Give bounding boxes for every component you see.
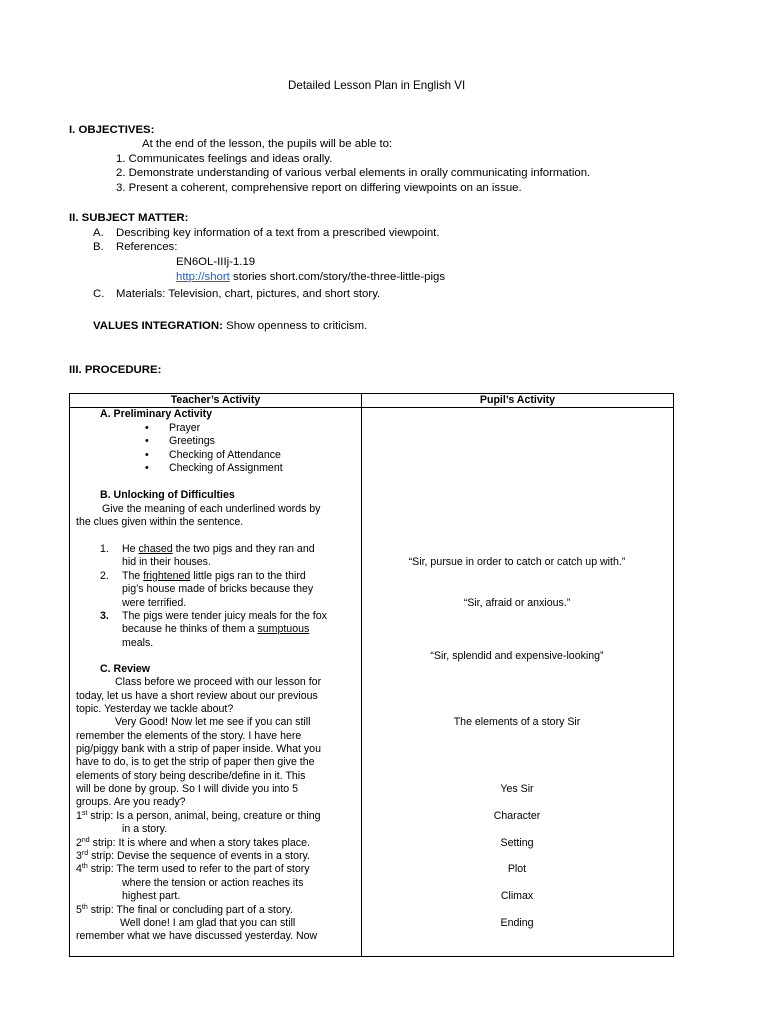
underlined-word: chased: [138, 543, 173, 555]
subject-a-text: Describing key information of a text from a prescribed viewpoint.: [116, 227, 440, 239]
strip-text: strip: The final or concluding part of a story.: [87, 904, 293, 916]
list-item: • Greetings: [169, 435, 215, 448]
list-item: • Checking of Attendance: [169, 449, 281, 462]
subject-b-marker: B.: [93, 241, 104, 253]
closing-text: Well done! I am glad that you can still: [120, 917, 296, 929]
item-number: 2.: [100, 570, 109, 582]
strip-suffix: nd: [81, 837, 90, 844]
review-heading: C. Review: [100, 663, 151, 675]
strip-number: 4: [76, 863, 82, 875]
values-integration: [93, 320, 367, 333]
strip-text: strip: Is a person, animal, being, creature or thing: [87, 810, 321, 822]
pupil-activity-cell: [362, 408, 674, 957]
strip-2: [76, 837, 310, 850]
strip-4-cont: highest part.: [122, 890, 181, 902]
unlocking-intro-cont: the clues given within the sentence.: [76, 516, 244, 528]
objective-item: 1. Communicates feelings and ideas orally.: [116, 153, 333, 165]
sentence-text: The: [122, 570, 144, 582]
values-text: Show openness to criticism.: [222, 320, 368, 332]
strip-4: [76, 863, 310, 876]
document-title: Detailed Lesson Plan in English VI: [288, 79, 466, 92]
sentence-2-cont: were terrified.: [122, 597, 187, 609]
pupil-answer: Ending: [500, 917, 534, 929]
teacher-column-header: Teacher’s Activity: [70, 394, 362, 408]
unlocking-intro: Give the meaning of each underlined words by: [102, 503, 321, 515]
review-text: remember the elements of the story. I have here: [76, 730, 302, 742]
item-number: 1.: [100, 543, 109, 555]
review-text: groups. Are you ready?: [76, 796, 186, 808]
strip-number: 1: [76, 810, 82, 822]
review-text: will be done by group. So I will divide you into 5: [76, 783, 299, 795]
strip-4-cont: where the tension or action reaches its: [122, 877, 304, 889]
strip-suffix: th: [81, 904, 88, 911]
review-text: Class before we proceed with our lesson for: [115, 676, 322, 688]
preliminary-heading: A. Preliminary Activity: [100, 408, 213, 420]
subject-b-text: References:: [116, 241, 178, 253]
strip-text: strip: Devise the sequence of events in a story.: [88, 850, 310, 862]
pupil-answer: Plot: [507, 863, 527, 875]
item-number: 3.: [100, 610, 109, 622]
objective-item: 3. Present a coherent, comprehensive report on differing viewpoints on an issue.: [116, 182, 522, 194]
strip-suffix: st: [81, 810, 88, 817]
unlocking-heading: B. Unlocking of Difficulties: [100, 489, 235, 501]
underlined-word: sumptuous: [257, 623, 310, 635]
strip-text: strip: The term used to refer to the part of story: [87, 863, 310, 875]
pupil-answer: Setting: [500, 837, 534, 849]
sentence-3-cont: meals.: [122, 637, 154, 649]
strip-5: [76, 904, 293, 917]
underlined-word: frightened: [143, 570, 191, 582]
sentence-text: little pigs ran to the third: [190, 570, 306, 582]
review-text: topic. Yesterday we tackle about?: [76, 703, 234, 715]
review-text: pig/piggy bank with a strip of paper inside. What you: [76, 743, 321, 755]
table-header-row: [70, 394, 674, 408]
strip-1: [76, 810, 321, 823]
objectives-intro: At the end of the lesson, the pupils will be able to:: [142, 138, 393, 150]
review-text: have to do, is to get the strip of paper then give the: [76, 756, 315, 768]
strip-number: 2: [76, 837, 82, 849]
review-text: today, let us have a short review about our previous: [76, 690, 318, 702]
strip-3: [76, 850, 310, 863]
procedure-table: [69, 393, 674, 957]
procedure-heading: III. PROCEDURE:: [69, 364, 162, 376]
subject-c-text: Materials: Television, chart, pictures, and short story.: [116, 288, 381, 300]
sentence-text: the two pigs and they ran and: [172, 543, 315, 555]
strip-text: strip: It is where and when a story takes place.: [89, 837, 310, 849]
sentence-text: He: [122, 543, 139, 555]
reference-link[interactable]: http://short: [176, 271, 230, 283]
list-item: • Checking of Assignment: [169, 462, 283, 475]
sentence-2-cont: pig’s house made of bricks because they: [122, 583, 314, 595]
sentence-2: [122, 570, 306, 583]
objectives-heading: I. OBJECTIVES:: [69, 124, 155, 136]
subject-heading: II. SUBJECT MATTER:: [69, 212, 189, 224]
list-item: • Prayer: [169, 422, 200, 435]
sentence-3: The pigs were tender juicy meals for the fox: [122, 610, 327, 622]
sentence-1: [122, 543, 315, 556]
pupil-answer: The elements of a story Sir: [453, 716, 581, 728]
sentence-text: because he thinks of them a: [122, 623, 258, 635]
strip-number: 5: [76, 904, 82, 916]
pupil-answer: Climax: [500, 890, 534, 902]
reference-url-rest: stories short.com/story/the-three-little-pigs: [229, 271, 446, 283]
pupil-answer: “Sir, splendid and expensive-looking”: [430, 650, 604, 662]
pupil-answer: Character: [493, 810, 541, 822]
values-label: VALUES INTEGRATION:: [93, 320, 223, 332]
subject-c-marker: C.: [93, 288, 105, 300]
review-text: elements of story being describe/define in it. This: [76, 770, 306, 782]
subject-a-marker: A.: [93, 227, 104, 239]
pupil-column-header: Pupil’s Activity: [362, 394, 674, 408]
teacher-activity-cell: [70, 408, 362, 957]
strip-suffix: th: [81, 863, 88, 870]
sentence-3-cont: [122, 623, 309, 636]
closing-text: remember what we have discussed yesterday. Now: [76, 930, 318, 942]
objective-item: 2. Demonstrate understanding of various verbal elements in orally communicating information.: [116, 167, 591, 179]
reference-url: [176, 271, 445, 284]
review-text: Very Good! Now let me see if you can still: [115, 716, 311, 728]
reference-code: EN6OL-IIIj-1.19: [176, 256, 256, 268]
strip-suffix: rd: [81, 850, 89, 857]
pupil-answer: “Sir, afraid or anxious.”: [463, 597, 571, 609]
strip-number: 3: [76, 850, 82, 862]
sentence-1-cont: hid in their houses.: [122, 556, 211, 568]
strip-1-cont: in a story.: [122, 823, 168, 835]
pupil-answer: “Sir, pursue in order to catch or catch up with.”: [408, 556, 626, 568]
table-row: [70, 408, 674, 957]
pupil-answer: Yes Sir: [500, 783, 534, 795]
